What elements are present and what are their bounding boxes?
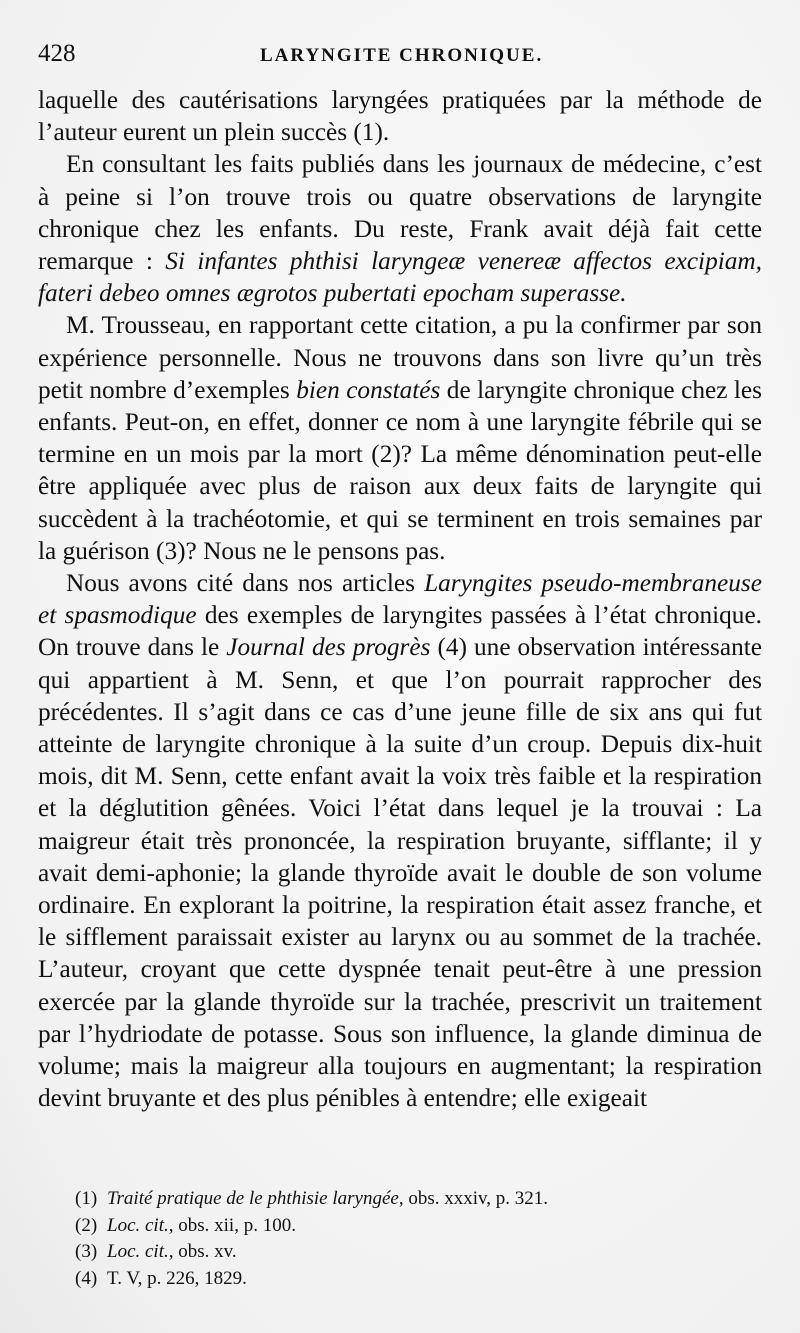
emphasis-bien-constates: bien constatés [296,375,441,404]
emphasis-article-title: Laryngites pseudo-membraneuse et spasmodique [38,569,763,630]
latin-quotation: Si infantes phthisi laryngeæ venereæ affectos excipiam, fateri debeo omnes ægrotos pubertati epocham superasse. [38,247,762,308]
paragraph-2 [38,148,762,309]
footnote-mark: (2) [75,1214,98,1236]
running-title: LARYNGITE CHRONIQUE. [260,45,544,66]
emphasis-journal-title: Journal des progrès [226,633,431,662]
footnote-title: Loc. cit. [107,1214,169,1236]
paragraph-4-text-c: (4) une observation intéressante qui appartient à M. Senn, et que l’on pourrait rapprocher des précédentes. Il s’agit dans ce cas d’une jeune fille de six ans qui fut atteinte de laryngite chronique à la suite d’un croup. Depuis dix-huit mois, dit M. Senn, cette enfant avait la voix très faible et la respiration et la déglutition gênées. Voici l’état dans lequel je la trouvai : La maigreur était très prononcée, la respiration bruyante, sifflante; il y avait demi-aphonie; la glande thyroïde avait le double de son volume ordinaire. En explorant la poitrine, la respiration était assez franche, et le sifflement paraissait exister au larynx ou au sommet de la trachée. L’auteur, croyant que cette dyspnée tenait peut-être à une pression exercée par la glande thyroïde sur la trachée, prescrivit un traitement par l’hydriodate de potasse. Sous son influence, la glande diminua de volume; mais la maigreur alla toujours en augmentant; la respiration devint bruyante et des plus pénibles à entendre; elle exigeait [38,633,763,1113]
footnote-ref: , obs. xv. [168,1241,237,1262]
footnote-ref: T. V, p. 226, 1829. [107,1267,247,1289]
paragraph-3 [38,309,762,567]
paragraph-3-text-b: de laryngite chronique chez les enfants. Peut-on, en effet, donner ce nom à une laryngite fébrile qui se termine en un mois par la mort (2)? La même dénomination peut-elle être appliquée avec plus de raison aux deux faits de laryngite qui succèdent à la trachéotomie, et qui se terminent en trois semaines par la guérison (3)? Nous ne le pensons pas. [38,375,762,565]
paragraph-4 [38,567,762,1114]
footnote-1 [75,1186,548,1213]
footnotes [75,1186,548,1292]
paragraph-1-text: laquelle des cautérisations laryngées pratiquées par la méthode de l’auteur eurent un plein succès (1). [38,86,762,147]
body-text [38,84,762,1115]
paragraph-4-text-b: des exemples de laryngites passées à l’état chronique. On trouve dans le [38,601,762,662]
footnote-mark: (4) [75,1267,98,1289]
paragraph-4-text-a: Nous avons cité dans nos articles [66,569,425,598]
footnote-3 [75,1239,548,1266]
running-head [38,40,762,84]
footnote-ref: , obs. xxxiv, p. 321. [398,1188,549,1209]
footnote-ref: , obs. xii, p. 100. [168,1214,296,1236]
footnote-4 [75,1266,548,1293]
page-number: 428 [38,40,76,67]
footnote-mark: (3) [75,1241,98,1262]
paragraph-2-text: En consultant les faits publiés dans les journaux de médecine, c’est à peine si l’on trouve trois ou quatre observations de laryngite chronique chez les enfants. Du reste, Frank avait déjà fait cette remarque : [38,150,762,276]
footnote-title: Traité pratique de le phthisie laryngée [107,1188,399,1209]
footnote-title: Loc. cit. [107,1241,169,1262]
paragraph-1 [38,84,762,148]
paragraph-3-text-a: M. Trousseau, en rapportant cette citation, a pu la confirmer par son expérience personnelle. Nous ne trouvons dans son livre qu’un très petit nombre d’exemples [38,311,762,404]
footnote-2 [75,1213,548,1240]
footnote-mark: (1) [75,1188,98,1209]
